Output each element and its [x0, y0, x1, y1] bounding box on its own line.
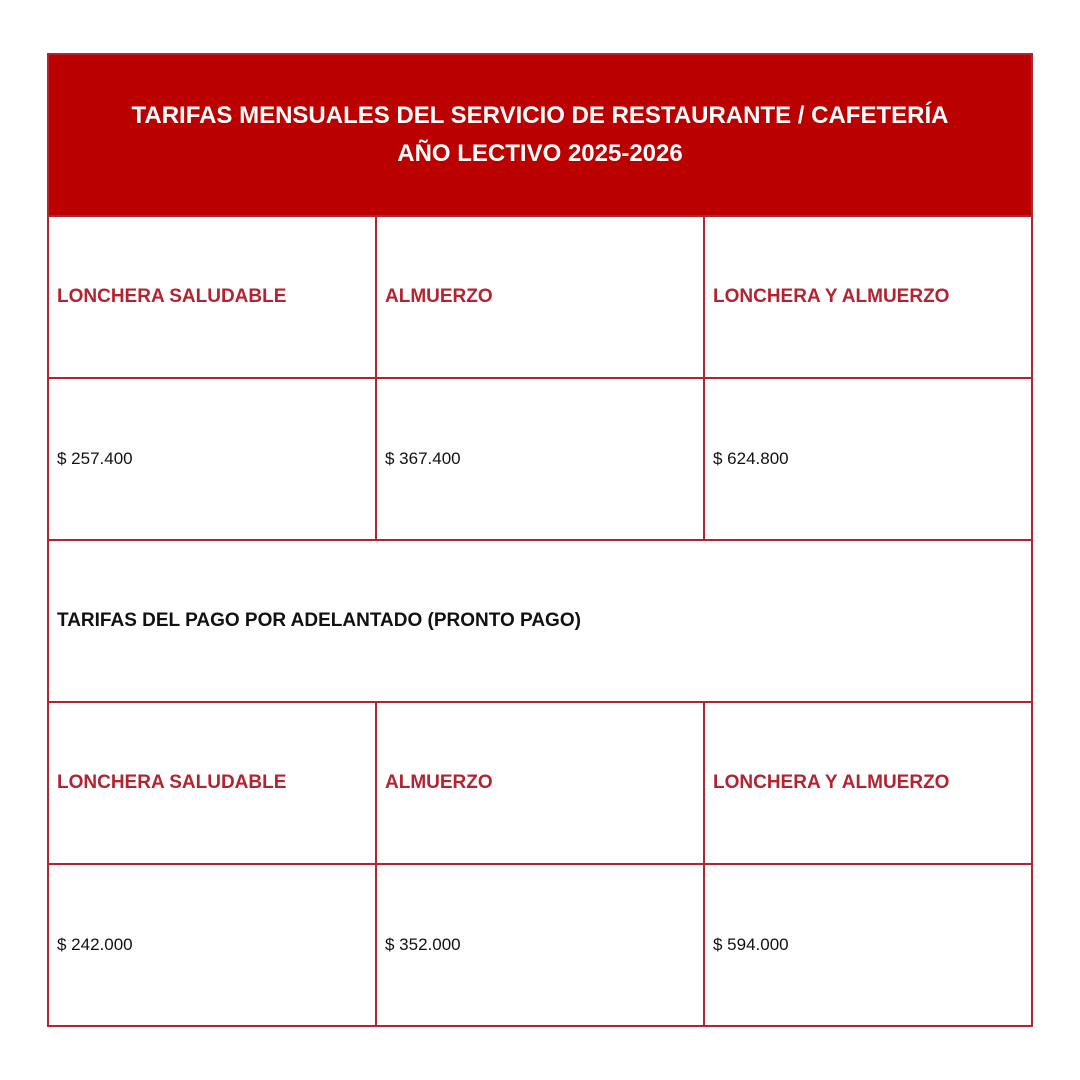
early-label-combo: LONCHERA Y ALMUERZO — [713, 772, 950, 793]
monthly-price-combo: $ 624.800 — [713, 449, 789, 468]
table-cell — [705, 379, 1031, 539]
monthly-price-almuerzo: $ 367.400 — [385, 449, 461, 468]
early-payment-title-row — [49, 541, 1031, 703]
table-cell — [49, 541, 1031, 701]
monthly-label-almuerzo: ALMUERZO — [385, 286, 493, 307]
monthly-label-combo: LONCHERA Y ALMUERZO — [713, 286, 950, 307]
table-cell — [377, 865, 705, 1025]
table-cell — [49, 217, 377, 377]
table-cell — [49, 379, 377, 539]
table-header — [49, 55, 1031, 217]
table-cell — [705, 865, 1031, 1025]
monthly-price-lonchera: $ 257.400 — [57, 449, 133, 468]
early-price-lonchera: $ 242.000 — [57, 935, 133, 954]
early-price-almuerzo: $ 352.000 — [385, 935, 461, 954]
early-prices-row — [49, 865, 1031, 1025]
table-cell — [377, 703, 705, 863]
table-cell — [705, 703, 1031, 863]
early-payment-title: TARIFAS DEL PAGO POR ADELANTADO (PRONTO PAGO) — [57, 610, 581, 631]
header-title: TARIFAS MENSUALES DEL SERVICIO DE RESTAURANTE / CAFETERÍA — [131, 102, 949, 129]
table-cell — [377, 217, 705, 377]
early-price-combo: $ 594.000 — [713, 935, 789, 954]
early-labels-row — [49, 703, 1031, 865]
early-label-lonchera: LONCHERA SALUDABLE — [57, 772, 287, 793]
table-cell — [49, 703, 377, 863]
table-cell — [705, 217, 1031, 377]
monthly-labels-row — [49, 217, 1031, 379]
tariff-table — [47, 53, 1033, 1027]
monthly-label-lonchera: LONCHERA SALUDABLE — [57, 286, 287, 307]
early-label-almuerzo: ALMUERZO — [385, 772, 493, 793]
header-subtitle: AÑO LECTIVO 2025-2026 — [397, 140, 683, 167]
monthly-prices-row — [49, 379, 1031, 541]
table-cell — [49, 865, 377, 1025]
table-cell — [377, 379, 705, 539]
